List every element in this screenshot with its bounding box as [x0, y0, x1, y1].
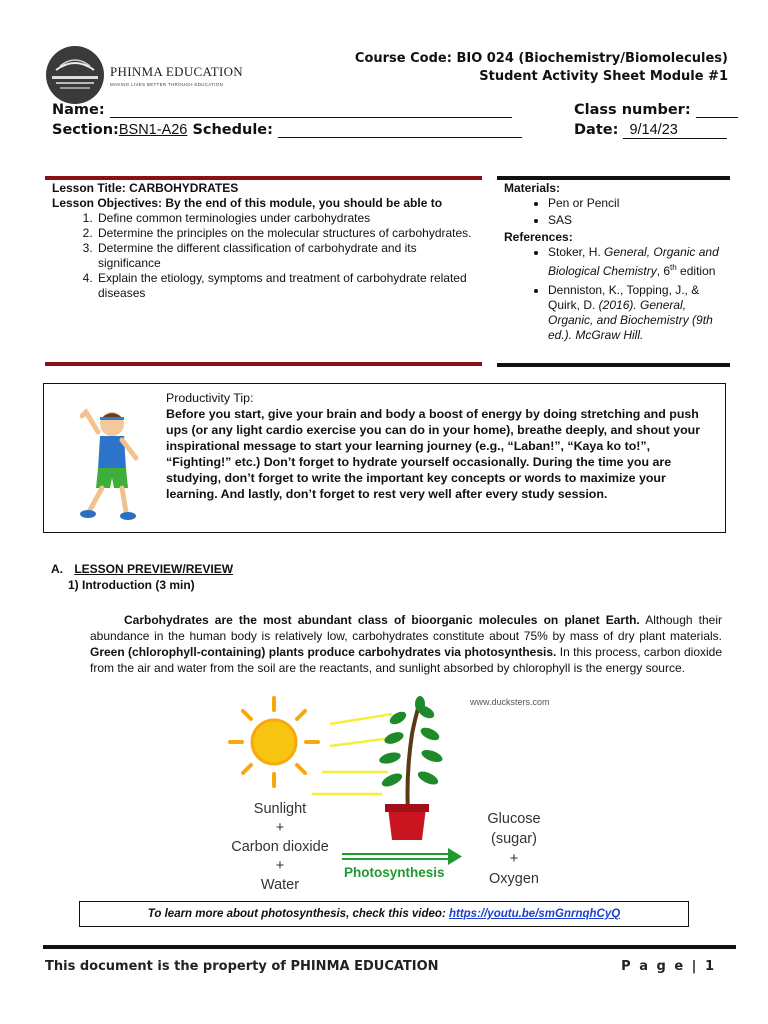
references-heading: References:: [504, 230, 573, 244]
photosynthesis-figure: [220, 694, 570, 894]
stretching-kid-icon: [72, 402, 144, 524]
sun-icon: [230, 698, 318, 786]
material-item: • Pen or Pencil: [548, 196, 730, 211]
materials-panel: [504, 181, 730, 345]
figure-source: www.ducksters.com: [470, 697, 550, 707]
logo-emblem-icon: [46, 46, 104, 104]
tip-heading: Productivity Tip:: [166, 391, 254, 405]
objective-item: 3. Determine the different classification of carbohydrate and its significance: [96, 241, 482, 271]
tip-body: Before you start, give your brain and body a boost of energy by doing stretching and push ups (or any light cardio exercise you can do in your home), breathe deeply, and shout your inspirational message to start your learning journey (e.g., “Laban!”, “Kaya ko to!”, “Fighting!” etc.) Don’t forget to hydrate yourself occasionally. During the time you are studying, don’t forget to write the important key concepts or words to maximize your learning. And lastly, don’t forget to rest very well after every study session.: [166, 407, 701, 501]
materials-list: [504, 196, 730, 228]
reference-item: • Stoker, H. General, Organic and Biological Chemistry, 6th edition: [548, 245, 730, 279]
class-number-blank[interactable]: [696, 102, 738, 118]
tip-text: [166, 390, 716, 502]
photosynthesis-label: Photosynthesis: [344, 865, 445, 880]
productivity-tip-box: [43, 383, 726, 533]
reactants-label: Sunlight + Carbon dioxide + Water: [231, 801, 329, 893]
lesson-title: Lesson Title: CARBOHYDRATES: [52, 181, 239, 195]
class-number-field: [574, 102, 738, 118]
schedule-label: Schedule:: [192, 122, 273, 138]
objective-item: 4. Explain the etiology, symptoms and treatment of carbohydrate related diseases: [96, 271, 482, 301]
page-number: P a g e | 1: [621, 959, 716, 974]
products-label: Glucose (sugar) + Oxygen: [487, 811, 541, 887]
materials-top-bar: [497, 176, 730, 180]
phinma-logo: [46, 46, 246, 106]
objectives-intro: Lesson Objectives: By the end of this module, you should be able to: [52, 196, 443, 210]
objective-item: 1. Define common terminologies under carbohydrates: [96, 211, 482, 226]
intro-paragraph: Carbohydrates are the most abundant class of bioorganic molecules on planet Earth. Although their abundance in the human body is relatively low, carbohydrates constitute about 75% by mass of dry plant materials. Green (chlorophyll-containing) plants produce carbohydrates via photosynthesis. In this process, carbon dioxide from the air and water from the soil are the reactants, and sunlight absorbed by chlorophyll is the energy source.: [90, 613, 723, 675]
section-value[interactable]: BSN1-A26: [118, 122, 188, 138]
objectives-top-bar: [45, 176, 482, 180]
logo-name: PHINMA EDUCATION: [110, 64, 243, 79]
materials-bottom-bar: [497, 363, 730, 367]
class-number-label: Class number:: [574, 102, 691, 118]
video-text: To learn more about photosynthesis, check this video:: [147, 908, 449, 920]
logo-tagline: MAKING LIVES BETTER THROUGH EDUCATION: [110, 82, 224, 87]
reference-item: • Denniston, K., Topping, J., & Quirk, D. (2016). General, Organic, and Biochemistry (9th ed.). McGraw Hill.: [548, 283, 730, 343]
course-code: Course Code: BIO 024 (Biochemistry/Biomolecules): [354, 51, 728, 66]
objectives-bottom-bar: [45, 362, 482, 366]
header-course-info: [355, 50, 728, 86]
photosynthesis-arrow-icon: [342, 848, 462, 865]
name-blank[interactable]: [110, 102, 512, 118]
lesson-objectives: [52, 181, 482, 301]
name-field: [52, 102, 512, 118]
references-list: [504, 245, 730, 343]
date-value[interactable]: 9/14/23: [623, 122, 727, 139]
video-link-box: [79, 901, 689, 927]
footer-rule: [43, 945, 736, 949]
section-a-title: LESSON PREVIEW/REVIEW: [74, 562, 234, 576]
objectives-list: [52, 211, 482, 301]
date-field: [574, 122, 727, 139]
sheet-title: Student Activity Sheet Module #1: [479, 69, 728, 84]
materials-heading: Materials:: [504, 181, 561, 195]
plant-icon: [378, 696, 444, 840]
intro-subheading: 1) Introduction (3 min): [68, 578, 195, 592]
material-item: • SAS: [548, 213, 730, 228]
light-rays: [312, 714, 392, 794]
footer-property: This document is the property of PHINMA EDUCATION: [45, 959, 439, 974]
name-label: Name:: [52, 102, 105, 118]
section-label: Section:: [52, 122, 119, 138]
schedule-blank[interactable]: [278, 122, 522, 138]
section-a-heading: A. LESSON PREVIEW/REVIEW: [51, 562, 234, 576]
objective-item: 2. Determine the principles on the molecular structures of carbohydrates.: [96, 226, 482, 241]
section-field: [52, 122, 522, 138]
date-label: Date:: [574, 122, 619, 138]
video-link[interactable]: https://youtu.be/smGnrnqhCyQ: [448, 908, 621, 920]
